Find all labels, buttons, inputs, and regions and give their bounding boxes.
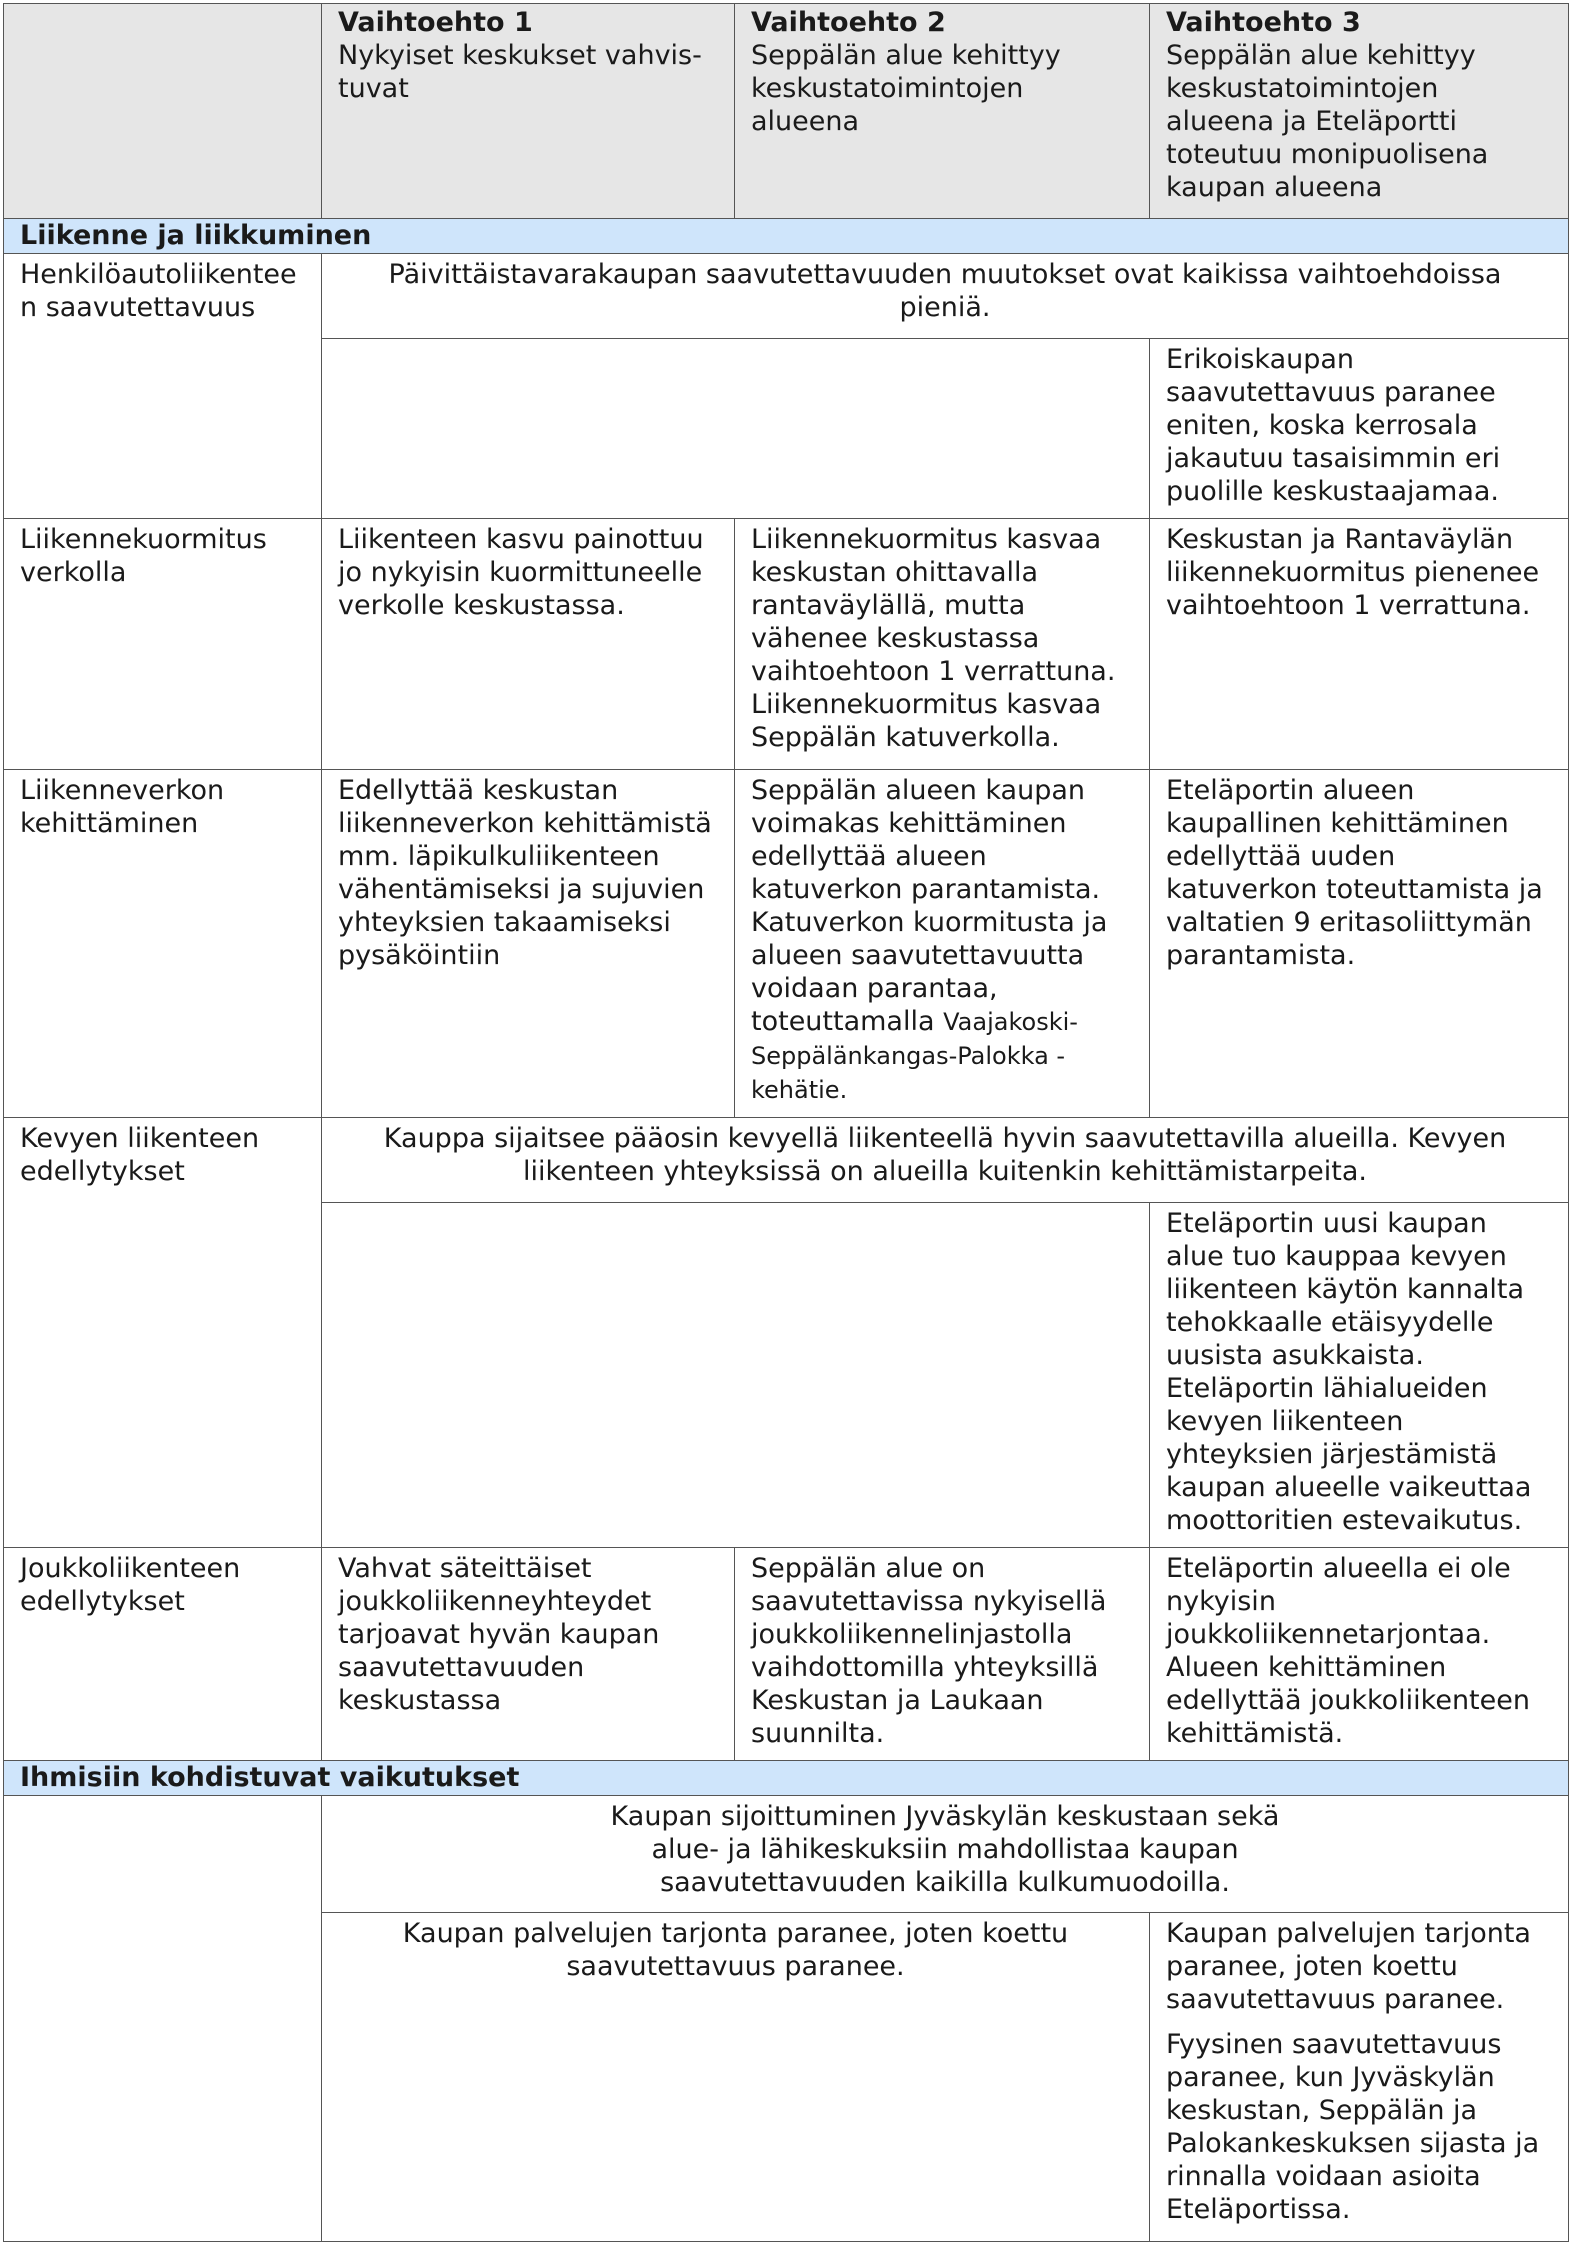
section-title-people: Ihmisiin kohdistuvat vaikutukset [4,1761,1569,1796]
row-label-light: Kevyen liikenteen edellytykset [4,1118,322,1548]
cell-network-v2 [735,770,1150,1118]
cell-light-v3: Eteläportin uusi kaupan alue tuo kauppaa kevyen liikenteen käytön kannalta tehokkaalle etäisyydelle uusista asukkaista. Eteläportin lähialueiden kevyen liikenteen yhteyksien järjestämistä kaupan alueelle vaikeuttaa moottoritien estevaikutus. [1150,1203,1569,1548]
header-option-1 [322,4,735,219]
cell-network-v2-text: Seppälän alueen kaupan voimakas kehittäminen edellyttää alueen katuverkon parantamista. Katuverkon kuormitusta ja alueen saavutettavuutta voidaan parantaa, toteuttamalla [751,775,1108,1037]
cell-light-empty [322,1203,1150,1548]
row-label-load: Liikennekuormitus verkolla [4,519,322,770]
table-row-car [4,254,1569,339]
table-row-load [4,519,1569,770]
table-row-people [4,1796,1569,1913]
cell-people-v3 [1150,1913,1569,2242]
cell-people-v12: Kaupan palvelujen tarjonta paranee, joten koettu saavutettavuus paranee. [322,1913,1150,2242]
cell-load-v2: Liikennekuormitus kasvaa keskustan ohittavalla rantaväylällä, mutta vähenee keskustassa vaihtoehtoon 1 verrattuna. Liikennekuormitus kasvaa Seppälän katuverkolla. [735,519,1150,770]
header-empty-cell [4,4,322,219]
option-1-title: Vaihtoehto 1 [338,7,533,38]
comparison-table [3,3,1569,2242]
option-3-title: Vaihtoehto 3 [1166,7,1361,38]
option-1-subtitle: Nykyiset keskukset vahvis-tuvat [338,40,702,104]
row-label-car: Henkilöautoliikenteen saavutettavuus [4,254,322,519]
table-row-light [4,1118,1569,1203]
row-label-transit: Joukkoliikenteen edellytykset [4,1548,322,1761]
cell-transit-v2: Seppälän alue on saavutettavissa nykyisellä joukkoliikennelinjastolla vaihdottomilla yhteyksillä Keskustan ja Laukaan suunnilta. [735,1548,1150,1761]
row-label-network: Liikenneverkon kehittäminen [4,770,322,1118]
cell-people-v3-para-1: Kaupan palvelujen tarjonta paranee, joten koettu saavutettavuus paranee. [1166,1918,1531,2015]
cell-car-empty [322,339,1150,519]
header-option-3 [1150,4,1569,219]
cell-light-all: Kauppa sijaitsee pääosin kevyellä liikenteellä hyvin saavutettavilla alueilla. Kevyen liikenteen yhteyksissä on alueilla kuitenkin kehittämistarpeita. [322,1118,1569,1203]
cell-car-v3: Erikoiskaupan saavutettavuus paranee eniten, koska kerrosala jakautuu tasaisimmin eri puolille keskustaajamaa. [1150,339,1569,519]
table-row-network [4,770,1569,1118]
cell-load-v3: Keskustan ja Rantaväylän liikennekuormitus pienenee vaihtoehtoon 1 verrattuna. [1150,519,1569,770]
option-3-subtitle: Seppälän alue kehittyy keskustatoimintojen alueena ja Eteläportti toteutuu monipuolisena kaupan alueena [1166,40,1489,203]
row-label-people [4,1796,322,2242]
section-row-traffic [4,219,1569,254]
cell-transit-v3: Eteläportin alueella ei ole nykyisin joukkoliikennetarjontaa. Alueen kehittäminen edellyttää joukkoliikenteen kehittämistä. [1150,1548,1569,1761]
option-2-subtitle: Seppälän alue kehittyy keskustatoimintojen alueena [751,40,1061,137]
table-row-transit [4,1548,1569,1761]
section-row-people [4,1761,1569,1796]
header-option-2 [735,4,1150,219]
cell-network-v3: Eteläportin alueen kaupallinen kehittäminen edellyttää uuden katuverkon toteuttamista ja valtatien 9 eritasoliittymän parantamista. [1150,770,1569,1118]
cell-network-v1: Edellyttää keskustan liikenneverkon kehittämistä mm. läpikulkuliikenteen vähentämiseksi ja sujuvien yhteyksien takaamiseksi pysäköintiin [322,770,735,1118]
cell-people-v3-para-2: Fyysinen saavutettavuus paranee, kun Jyväskylän keskustan, Seppälän ja Palokankeskuksen sijasta ja rinnalla voidaan asioita Eteläportissa. [1166,2029,1540,2225]
section-title-traffic: Liikenne ja liikkuminen [4,219,1569,254]
cell-load-v1: Liikenteen kasvu painottuu jo nykyisin kuormittuneelle verkolle keskustassa. [322,519,735,770]
cell-people-all: Kaupan sijoittuminen Jyväskylän keskustaan sekä alue- ja lähikeskuksiin mahdollistaa kaupan saavutettavuuden kaikilla kulkumuodoilla. [322,1796,1569,1913]
header-row [4,4,1569,219]
cell-network-v2-small: Vaajakoski-Seppälänkangas-Palokka -kehätie. [751,1008,1078,1104]
option-2-title: Vaihtoehto 2 [751,7,946,38]
cell-car-all: Päivittäistavarakaupan saavutettavuuden muutokset ovat kaikissa vaihtoehdoissa pieniä. [322,254,1569,339]
cell-transit-v1: Vahvat säteittäiset joukkoliikenneyhteydet tarjoavat hyvän kaupan saavutettavuuden keskustassa [322,1548,735,1761]
